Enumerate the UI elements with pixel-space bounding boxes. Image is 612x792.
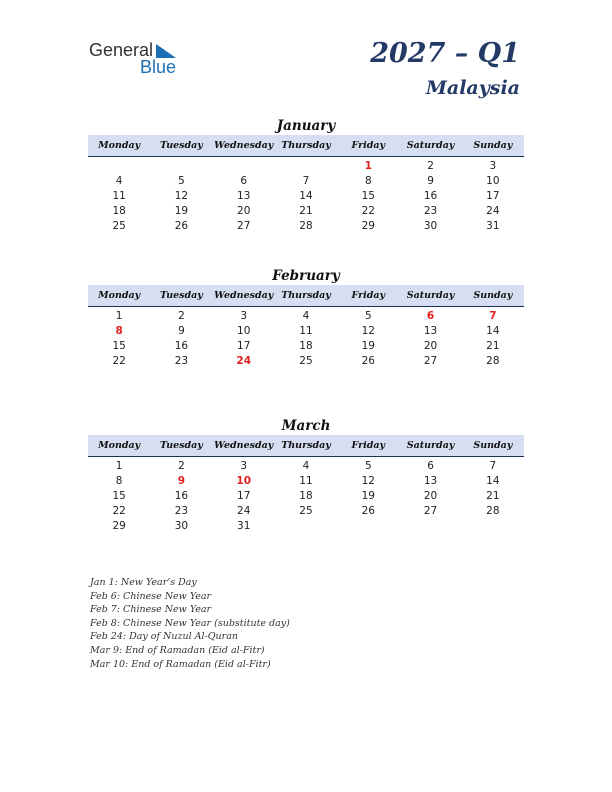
month-title: February: [272, 268, 340, 284]
day-cell: 24: [486, 205, 500, 217]
month-february: [88, 267, 524, 369]
day-cell: 8: [364, 175, 372, 187]
day-cell: 7: [489, 460, 497, 472]
empty-day-cell: [150, 159, 212, 174]
day-cell: 3: [240, 310, 248, 322]
weekday-label: Saturday: [406, 290, 455, 301]
weekday-label: Friday: [351, 440, 386, 451]
day-cell: 30: [174, 520, 189, 532]
day-cell: 16: [174, 490, 189, 502]
day-cell: 31: [486, 220, 500, 232]
day-cell: 2: [427, 160, 434, 172]
day-grid: [88, 309, 524, 369]
day-cell: 22: [112, 355, 126, 367]
day-cell: 25: [112, 220, 126, 232]
day-cell: 24: [236, 355, 252, 367]
day-cell: 27: [237, 220, 251, 232]
day-cell: 20: [423, 340, 438, 352]
day-cell: 12: [361, 325, 375, 337]
weekday-label: Wednesday: [214, 290, 274, 301]
day-cell: 10: [237, 325, 251, 337]
weekday-label: Sunday: [473, 440, 513, 451]
weekday-label: Wednesday: [214, 140, 274, 151]
day-cell: 26: [174, 220, 189, 232]
day-cell: 7: [489, 310, 497, 322]
weekday-label: Sunday: [473, 290, 513, 301]
day-cell: 14: [486, 475, 500, 487]
day-cell: 10: [486, 175, 500, 187]
day-cell: 28: [486, 355, 500, 367]
day-cell: 15: [112, 340, 126, 352]
day-cell: 28: [486, 505, 500, 517]
weekday-label: Monday: [98, 140, 141, 151]
day-cell: 23: [174, 355, 189, 367]
day-cell: 13: [423, 475, 438, 487]
day-cell: 4: [302, 310, 310, 322]
empty-day-cell: [275, 159, 337, 174]
day-cell: 31: [237, 520, 251, 532]
day-cell: 16: [174, 340, 189, 352]
day-cell: 25: [299, 505, 313, 517]
weekday-label: Tuesday: [160, 440, 203, 451]
day-cell: 19: [174, 205, 189, 217]
day-cell: 2: [178, 460, 185, 472]
day-cell: 15: [361, 190, 375, 202]
day-cell: 6: [427, 460, 434, 472]
day-cell: 22: [112, 505, 126, 517]
day-cell: 3: [240, 460, 248, 472]
holiday-note: Feb 24: Day of Nuzul Al-Quran: [90, 631, 238, 643]
day-cell: 12: [361, 475, 375, 487]
day-cell: 21: [486, 340, 500, 352]
logo-triangle-icon: [156, 44, 176, 58]
month-january: [88, 117, 524, 234]
day-cell: 19: [361, 340, 375, 352]
day-cell: 17: [486, 190, 500, 202]
weekday-label: Thursday: [281, 140, 331, 151]
day-cell: 18: [112, 205, 126, 217]
holiday-note: Feb 8: Chinese New Year (substitute day): [90, 617, 290, 629]
day-cell: 13: [237, 190, 251, 202]
day-cell: 2: [178, 310, 185, 322]
weekday-label: Saturday: [406, 140, 455, 151]
day-grid: [88, 159, 524, 234]
weekday-label: Tuesday: [160, 140, 203, 151]
day-cell: 1: [115, 460, 123, 472]
country-name: Malaysia: [425, 77, 520, 99]
day-cell: 27: [423, 355, 438, 367]
day-cell: 15: [112, 490, 126, 502]
day-cell: 6: [240, 175, 248, 187]
weekday-label: Friday: [351, 290, 386, 301]
month-title: January: [276, 118, 336, 134]
day-cell: 23: [174, 505, 189, 517]
holiday-note: Feb 6: Chinese New Year: [90, 590, 212, 602]
weekday-label: Thursday: [281, 440, 331, 451]
day-cell: 9: [178, 325, 185, 337]
holiday-note: Mar 10: End of Ramadan (Eid al-Fitr): [90, 658, 271, 670]
weekday-header: [88, 435, 524, 457]
holiday-note: Jan 1: New Year’s Day: [90, 577, 197, 588]
day-cell: 4: [115, 175, 123, 187]
day-cell: 8: [115, 475, 123, 487]
day-cell: 5: [364, 460, 372, 472]
day-cell: 20: [423, 490, 438, 502]
day-cell: 9: [427, 175, 434, 187]
day-cell: 22: [361, 205, 375, 217]
day-cell: 16: [423, 190, 438, 202]
day-cell: 3: [489, 160, 497, 172]
day-cell: 18: [299, 490, 313, 502]
day-grid: [88, 459, 524, 534]
weekday-label: Friday: [351, 140, 386, 151]
weekday-label: Monday: [98, 440, 141, 451]
day-cell: 9: [177, 475, 186, 487]
weekday-label: Wednesday: [214, 440, 274, 451]
weekday-header: [88, 285, 524, 307]
holiday-note: Mar 9: End of Ramadan (Eid al-Fitr): [90, 644, 265, 656]
day-cell: 14: [486, 325, 500, 337]
day-cell: 28: [299, 220, 313, 232]
day-cell: 4: [302, 460, 310, 472]
day-cell: 24: [237, 505, 251, 517]
day-cell: 30: [423, 220, 438, 232]
day-cell: 29: [361, 220, 375, 232]
logo-general-text: General: [89, 40, 154, 60]
day-cell: 21: [299, 205, 313, 217]
page-title: 2027 – Q1: [370, 38, 520, 69]
day-cell: 8: [115, 325, 123, 337]
weekday-label: Saturday: [406, 440, 455, 451]
weekday-label: Sunday: [473, 140, 513, 151]
day-cell: 14: [299, 190, 313, 202]
day-cell: 27: [423, 505, 438, 517]
weekday-label: Tuesday: [160, 290, 203, 301]
day-cell: 18: [299, 340, 313, 352]
holiday-notes: [90, 576, 290, 671]
day-cell: 25: [299, 355, 313, 367]
weekday-header: [88, 135, 524, 157]
day-cell: 11: [112, 190, 126, 202]
day-cell: 13: [423, 325, 438, 337]
day-cell: 6: [426, 310, 435, 322]
day-cell: 11: [299, 325, 313, 337]
day-cell: 5: [178, 175, 185, 187]
day-cell: 7: [302, 175, 310, 187]
day-cell: 20: [237, 205, 251, 217]
month-march: [88, 417, 524, 534]
day-cell: 5: [364, 310, 372, 322]
day-cell: 17: [237, 340, 251, 352]
day-cell: 1: [115, 310, 123, 322]
empty-day-cell: [213, 159, 275, 174]
empty-day-cell: [88, 159, 150, 174]
day-cell: 26: [361, 355, 375, 367]
day-cell: 10: [236, 475, 252, 487]
logo-blue-text: Blue: [140, 57, 177, 77]
day-cell: 11: [299, 475, 313, 487]
day-cell: 21: [486, 490, 500, 502]
weekday-label: Thursday: [281, 290, 331, 301]
day-cell: 29: [112, 520, 126, 532]
day-cell: 17: [237, 490, 251, 502]
weekday-label: Monday: [98, 290, 141, 301]
holiday-note: Feb 7: Chinese New Year: [90, 604, 212, 616]
day-cell: 12: [174, 190, 189, 202]
month-title: March: [281, 418, 331, 434]
day-cell: 1: [364, 160, 372, 172]
day-cell: 23: [423, 205, 438, 217]
day-cell: 19: [361, 490, 375, 502]
logo: [89, 40, 189, 76]
day-cell: 26: [361, 505, 375, 517]
